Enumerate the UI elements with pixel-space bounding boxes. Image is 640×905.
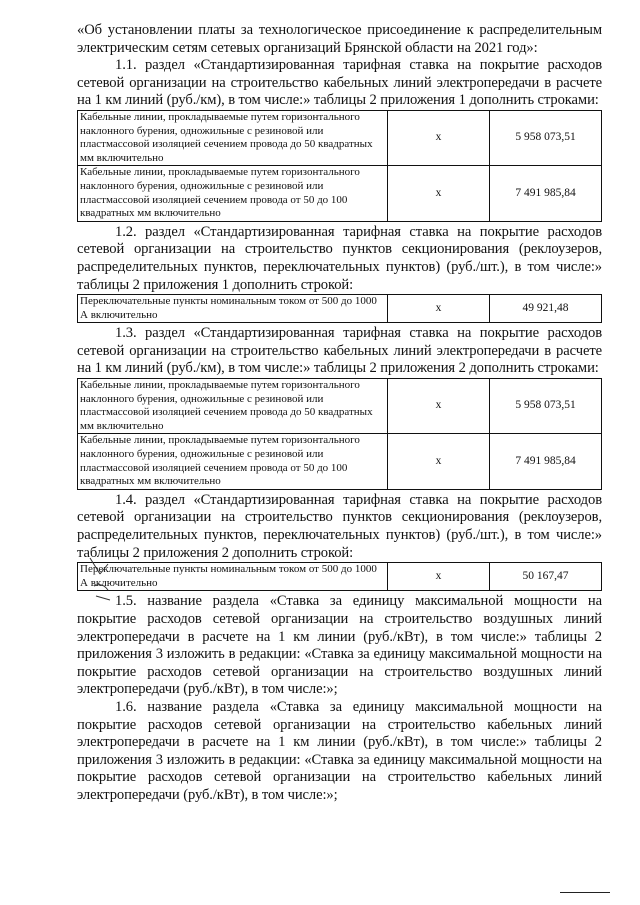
handwritten-mark-icon	[88, 556, 112, 604]
row-mark: х	[388, 166, 490, 221]
row-value: 5 958 073,51	[490, 110, 602, 165]
row-mark: х	[388, 563, 490, 591]
table-1-1	[77, 110, 602, 222]
table-row	[78, 379, 602, 434]
row-value: 5 958 073,51	[490, 379, 602, 434]
row-description: Кабельные линии, прокладываемые путем горизонтального наклонного бурения, одножильные с резиновой или пластмассовой изоляцией сечением провода от 50 до 100 квадратных мм включительно	[78, 166, 388, 221]
row-description: Кабельные линии, прокладываемые путем горизонтального наклонного бурения, одножильные с резиновой или пластмассовой изоляцией сечением провода до 50 квадратных мм включительно	[78, 110, 388, 165]
row-description: Кабельные линии, прокладываемые путем горизонтального наклонного бурения, одножильные с резиновой или пластмассовой изоляцией сечением провода от 50 до 100 квадратных мм включительно	[78, 434, 388, 489]
row-value: 50 167,47	[490, 563, 602, 591]
table-1-2	[77, 294, 602, 323]
row-description: Кабельные линии, прокладываемые путем горизонтального наклонного бурения, одножильные с резиновой или пластмассовой изоляцией сечением провода до 50 квадратных мм включительно	[78, 379, 388, 434]
row-value: 49 921,48	[490, 295, 602, 323]
table-row	[78, 295, 602, 323]
paragraph-1-5: 1.5. название раздела «Ставка за единицу максимальной мощности на покрытие расходов сетевой организации на строительство воздушных линий электропередачи в расчете на 1 км линии (руб./кВт), в том числе:» таблицы 2 приложения 3 изложить в редакции: «Ставка за единицу максимальной мощности на покрытие расходов сетевой организации на строительство воздушных линий электропередачи (руб./кВт), в том числе:»;	[77, 593, 602, 698]
table-row	[78, 110, 602, 165]
row-mark: х	[388, 110, 490, 165]
paragraph-1-2: 1.2. раздел «Стандартизированная тарифная ставка на покрытие расходов сетевой организации на строительство пунктов секционирования (реклоузеров, распределительных пунктов, переключательных пунктов) (руб./шт.), в том числе:» таблицы 2 приложения 1 дополнить строкой:	[77, 223, 602, 293]
table-row	[78, 563, 602, 591]
paragraph-1-1: 1.1. раздел «Стандартизированная тарифная ставка на покрытие расходов сетевой организации на строительство кабельных линий электропередачи в расчете на 1 км линий (руб./км), в том числе:» таблицы 2 приложения 1 дополнить строками:	[77, 57, 602, 109]
row-description: Переключательные пункты номинальным током от 500 до 1000 А включительно	[78, 563, 388, 591]
table-row	[78, 166, 602, 221]
table-1-3	[77, 378, 602, 490]
signature-line	[560, 892, 610, 893]
table-1-4	[77, 562, 602, 591]
intro-paragraph: «Об установлении платы за технологическое присоединение к распределительным электрическим сетям сетевых организаций Брянской области на 2021 год»:	[77, 22, 602, 56]
table-row	[78, 434, 602, 489]
row-description: Переключательные пункты номинальным током от 500 до 1000 А включительно	[78, 295, 388, 323]
row-mark: х	[388, 295, 490, 323]
row-mark: х	[388, 379, 490, 434]
paragraph-1-6: 1.6. название раздела «Ставка за единицу максимальной мощности на покрытие расходов сетевой организации на строительство кабельных линий электропередачи в расчете на 1 км линии (руб./кВт), в том числе:» таблицы 2 приложения 3 изложить в редакции: «Ставка за единицу максимальной мощности на покрытие расходов сетевой организации на строительство кабельных линий электропередачи (руб./кВт), в том числе:»;	[77, 698, 602, 803]
row-value: 7 491 985,84	[490, 434, 602, 489]
document-page	[77, 22, 602, 805]
row-value: 7 491 985,84	[490, 166, 602, 221]
row-mark: х	[388, 434, 490, 489]
paragraph-1-3: 1.3. раздел «Стандартизированная тарифная ставка на покрытие расходов сетевой организации на строительство кабельных линий электропередачи в расчете на 1 км линий (руб./км), в том числе:» таблицы 2 приложения 2 дополнить строками:	[77, 325, 602, 377]
paragraph-1-4: 1.4. раздел «Стандартизированная тарифная ставка на покрытие расходов сетевой организации на строительство пунктов секционирования (реклоузеров, распределительных пунктов, переключательных пунктов) (руб./шт.), в том числе:» таблицы 2 приложения 2 дополнить строкой:	[77, 491, 602, 561]
